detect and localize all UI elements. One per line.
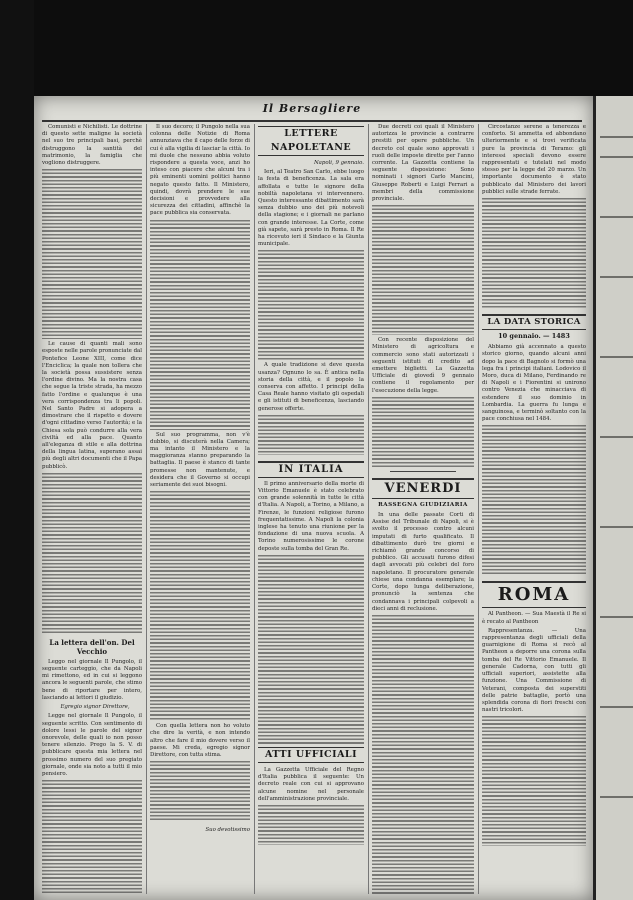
text-block	[482, 198, 586, 308]
article-heading: La lettera dell'on. Del Vecchio	[49, 637, 135, 656]
text-line	[600, 526, 633, 528]
article-body: Le cause di quanti mali sono esposte nelle parole pronunciate dal Pontefice Leone XIII, come dice l'Enciclica; la quale non tollera che la società possa sussistere senza l'ordine divino. Ma la nostra casa che segue la triste strada, ha mezzo fatto l'ordine e qualunque è una vera corrispondenza tra li popoli. Nel Santo Padre si adopera a dimostrare che il rispetto e dovere d'ogni cittadino verso l'autorità; e la Chiesa sola può condurre alla vera civiltà ed alla pace. Quanto all'eleganza di stile e alla dottrina della lingua latina, superano assai più degli altri documenti che il Papa pubblicò.	[42, 341, 142, 470]
section-heading: ATTI UFFICIALI	[258, 747, 364, 763]
section-heading: LA DATA STORICA	[482, 314, 586, 330]
binding-edge	[14, 330, 24, 750]
article-body: Con recente disposizione del Ministero di agricoltura e commercio sono stati autorizzati i seguenti istituti di credito ad emettere biglietti. La Gazzetta Ufficiale di giovedì 9 gennaio contiene il regolamento per l'esecuzione della legge.	[372, 337, 474, 394]
section-heading: ROMA	[482, 581, 586, 608]
text-line	[600, 436, 633, 438]
text-block	[482, 425, 586, 575]
column-2	[150, 124, 250, 894]
dateline: Al Pantheon. — Sua Maestà il Re si è recato al Pantheon	[482, 611, 586, 625]
text-block	[42, 169, 142, 339]
text-block	[372, 615, 474, 894]
article-body: Ieri, al Teatro San Carlo, ebbe luogo la festa di beneficenza. La sala era affollata e tutte le signore della nobiltà napoletana vi intervennero. Questo interessante dibattimento sarà senza dubbio uno dei più notevoli della stagione; e i giornali ne parlano con grande interesse. La Corte, come già sapete, sarà presto in Roma. Il Re ha ricevuto ieri il Sindaco e la Giunta municipale.	[258, 169, 364, 248]
article-body: Con quella lettera non ho voluto che dire la verità, e non intendo altro che fare il mio dovere verso il paese. Mi creda, egregio signor Direttore, con tutta stima.	[150, 723, 250, 759]
text-block	[150, 491, 250, 721]
column-divider	[254, 124, 255, 894]
text-block	[42, 473, 142, 633]
column-1	[42, 124, 142, 894]
article-body: Circostanze serene a tenerezza e conforto. Si ammetta ed abbondano ulteriormente e si trovi verificata pure la provincia di Teramo: gli interessi speciali devono essere rappresentati e tutelati nel modo stesso per la legge del 20 marzo. Un importante documento è stato pubblicato dal Ministero dei lavori pubblici sulle strade ferrate.	[482, 124, 586, 195]
scan-border-top	[0, 0, 633, 96]
newspaper-page	[34, 96, 593, 900]
text-line	[600, 136, 633, 138]
section-heading: LETTERE NAPOLETANE	[258, 126, 364, 156]
article-body: La Gazzetta Ufficiale del Regno d'Italia pubblica il seguente: Un decreto reale con cui si approvano alcune nomine nel personale dell'amministrazione provinciale.	[258, 766, 364, 802]
article-body: Il primo anniversario della morte di Vittorio Emanuele è stato celebrato con grande solennità in tutte le città d'Italia. A Napoli, a Torino, a Milano, a Firenze, le funzioni religiose furono frequentatissime. A Napoli la colonia inglese ha tenuto una riunione per la fondazione di una nuova scuola. A Torino numerosissime le corone deposte sulla tomba del Gran Re.	[258, 480, 364, 552]
column-divider	[478, 124, 479, 894]
text-block	[372, 397, 474, 467]
column-5	[482, 124, 586, 894]
text-line	[600, 796, 633, 798]
section-heading: IN ITALIA	[258, 461, 364, 478]
article-body: Leggo nel giornale Il Pungolo, il seguente carteggio, che da Napoli mi rimettono, ed in cui si leggono ancora le seguenti parole, che stimo bene di riportare per intero, lasciando ai lettori il giudizio.	[42, 658, 142, 701]
article-body: Rappresentanza. — Una rappresentanza degli ufficiali della guarnigione di Roma si recò al Pantheon a deporre una corona sulla tomba del Re Vittorio Emanuele. Il generale Cadorna, con tutti gli ufficiali superiori, assistette alla funzione. Una Commissione di Veterani, composta dei superstiti delle patrie battaglie, portò una splendida corona di fiori freschi con nastri tricolori.	[482, 627, 586, 714]
text-line	[600, 156, 633, 158]
article-body: In una delle passate Corti di Assise del Tribunale di Napoli, si è svolto il processo contro alcuni imputati di furto qualificato. Il dibattimento durò tre giorni e richiamò grande concorso di pubblico. Gli accusati furono difesi dagli avvocati più celebri del foro napoletano. Il procuratore generale chiese una condanna esemplare; la Corte, dopo lunga deliberazione, pronunciò la sentenza che condannava i principali colpevoli a dieci anni di reclusione.	[372, 512, 474, 612]
section-heading: VENERDI	[372, 478, 474, 499]
text-line	[600, 356, 633, 358]
text-block	[258, 250, 364, 360]
text-block	[258, 555, 364, 745]
text-block	[258, 805, 364, 845]
article-lead: Comunisti e Nichilisti. Le dottrine di questo sette maligne la società nel suo tre principali basi, perchè distruggono la santità del matrimonio, la famiglia che vogliono distruggere.	[42, 124, 142, 167]
text-block	[150, 761, 250, 821]
column-divider	[146, 124, 147, 894]
text-line	[600, 276, 633, 278]
column-divider	[368, 124, 369, 894]
dateline: Napoli, 9 gennaio.	[313, 160, 364, 166]
article-body: Legge nel giornale Il Pungolo, il seguente scritto. Con sentimento di dolore lessi le parole del signor onorevole, delle quali io non posso tenere silenzio. Prego la S. V. di pubblicare questa mia lettera nel prossimo numero del suo pregiato giornale, onde sia noto a tutti il mio pensiero.	[42, 713, 142, 777]
column-3	[258, 124, 364, 894]
letter-salutation: Egregio signor Direttore,	[60, 704, 130, 711]
text-block	[372, 205, 474, 335]
scan-border-left	[0, 0, 34, 900]
text-block	[150, 220, 250, 430]
text-block	[42, 780, 142, 894]
article-body: A quale tradizione si deve questa usanza? Ognuno lo sa. È antica nella storia della città, e il popolo la conserva con affetto. I principi della Casa Reale hanno visitato gli ospedali e gli istituti di beneficenza, lasciando generose offerte.	[258, 362, 364, 412]
text-block	[482, 716, 586, 846]
text-line	[600, 616, 633, 618]
adjacent-page-edge	[593, 96, 633, 900]
text-block	[258, 415, 364, 455]
divider	[390, 471, 456, 472]
text-line	[600, 216, 633, 218]
letter-signature: Suo devotissimo	[205, 827, 250, 834]
article-body: Abbiamo già accennato a questo storico giorno, quando alcuni anni dopo la pace di Bagnolo si formò una lega fra i principi italiani. Lodovico il Moro, duca di Milano, Ferdinando re di Napoli e i Fiorentini si unirono contro Venezia che minacciava di estendere il suo dominio in Lombardia. La guerra fu lunga e sanguinosa, e terminò soltanto con la pace conchiusa nel 1484.	[482, 344, 586, 423]
text-line	[600, 706, 633, 708]
masthead: Il Bersagliere	[42, 98, 582, 122]
article-body: Due decreti coi quali il Ministero autorizza le provincie a contrarre prestiti per opere pubbliche. Un decreto col quale sono approvati i ruoli delle imposte dirette per l'anno corrente. La Gazzetta contiene la seguente disposizione: Sono nominati i signori Carlo Mancini, Giuseppe Roberti e Luigi Ferrari a membri della commissione provinciale.	[372, 124, 474, 203]
column-4	[372, 124, 474, 894]
article-body: Sul suo programma, non v'è dubbio, si discuterà nella Camera; ma intanto il Ministero e la maggioranza stanno preparando la battaglia. Il paese è stanco di tante promesse non mantenute, e desidera che il Governo si occupi seriamente dei suoi bisogni.	[150, 431, 250, 489]
article-body: Il suo decoro; il Pungolo nella sua colonna delle Notizie di Roma annunziava che il capo delle forze di cui è alla vigilia di lasciar la città. Io mi duole che nessuno abbia voluto rispondere a questa voce, anzi ho inteso con piacere che alcuni tra i più eminenti uomini politici hanno negato questo fatto. Il Ministero, quindi, dovrà prendere le sue decisioni e provvedere alla sicurezza dei cittadini, affinchè la pace pubblica sia conservata.	[150, 124, 250, 217]
section-subheading: RASSEGNA GIUDIZIARIA	[378, 501, 468, 508]
section-subheading: 10 gennaio. — 1483	[498, 332, 570, 341]
